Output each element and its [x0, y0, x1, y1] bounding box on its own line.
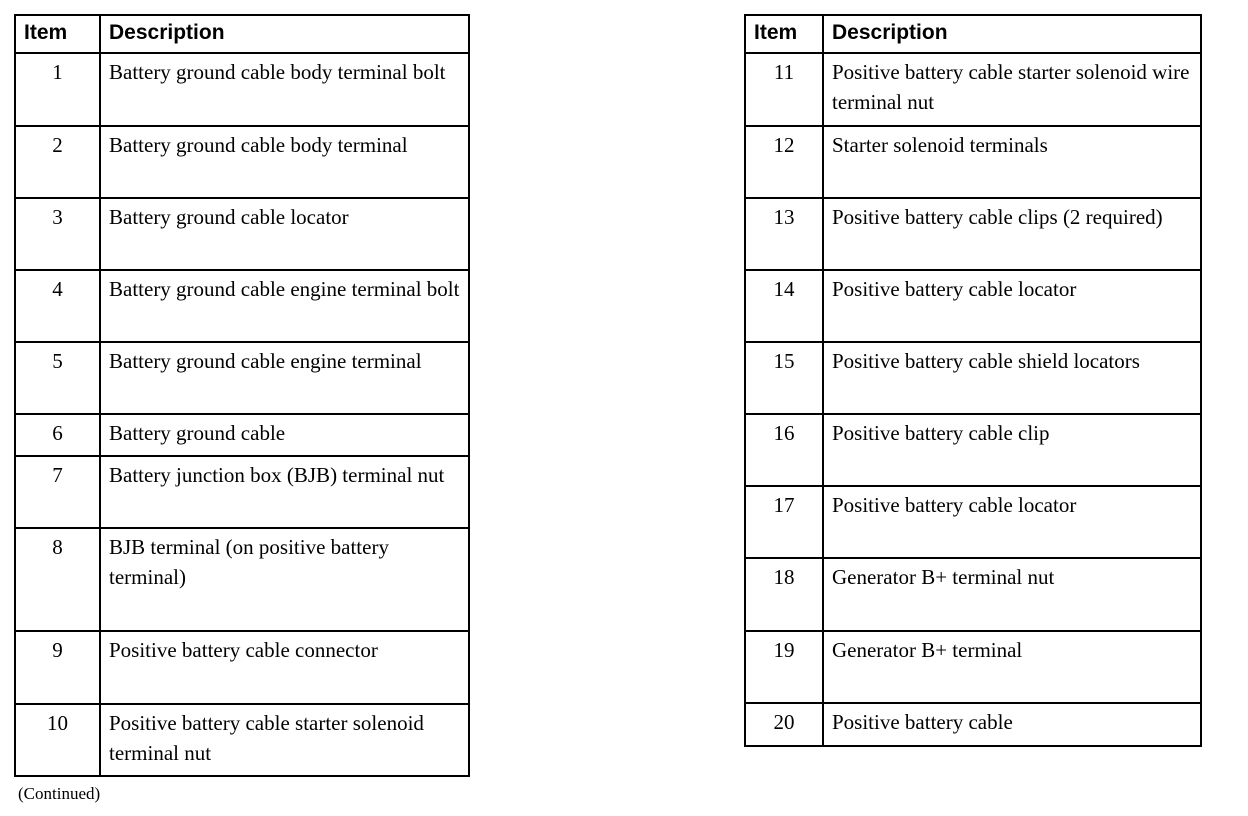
item-number: 11 [745, 53, 823, 126]
item-description: Positive battery cable locator [823, 486, 1201, 558]
table-row [745, 631, 1201, 703]
item-description: Generator B+ terminal nut [823, 558, 1201, 631]
parts-table-right [744, 14, 1202, 747]
table-row [15, 126, 469, 198]
item-number: 2 [15, 126, 100, 198]
table-row [745, 126, 1201, 198]
item-number: 10 [15, 704, 100, 776]
item-column-header: Item [15, 15, 100, 53]
item-description: Positive battery cable starter solenoid wire terminal nut [823, 53, 1201, 126]
item-number: 16 [745, 414, 823, 486]
item-number: 9 [15, 631, 100, 704]
table-row [745, 558, 1201, 631]
item-description: Positive battery cable clip [823, 414, 1201, 486]
item-description: Battery junction box (BJB) terminal nut [100, 456, 469, 528]
item-description: BJB terminal (on positive battery terminal) [100, 528, 469, 631]
item-number: 13 [745, 198, 823, 270]
item-number: 18 [745, 558, 823, 631]
item-description: Battery ground cable engine terminal [100, 342, 469, 414]
item-number: 3 [15, 198, 100, 270]
table-row [15, 414, 469, 456]
table-row [15, 456, 469, 528]
table-row [745, 198, 1201, 270]
item-description: Battery ground cable body terminal [100, 126, 469, 198]
table-row [15, 631, 469, 704]
table-row [15, 342, 469, 414]
item-description: Positive battery cable [823, 703, 1201, 746]
item-description: Positive battery cable starter solenoid terminal nut [100, 704, 469, 776]
item-description: Battery ground cable locator [100, 198, 469, 270]
table-row [15, 53, 469, 126]
item-description: Starter solenoid terminals [823, 126, 1201, 198]
item-number: 6 [15, 414, 100, 456]
table-row [15, 270, 469, 342]
item-number: 12 [745, 126, 823, 198]
item-number: 1 [15, 53, 100, 126]
parts-table-left [14, 14, 470, 777]
item-description: Positive battery cable connector [100, 631, 469, 704]
item-description: Positive battery cable clips (2 required) [823, 198, 1201, 270]
continued-note: (Continued) [18, 784, 101, 803]
table-row [745, 53, 1201, 126]
item-number: 19 [745, 631, 823, 703]
table-row [745, 414, 1201, 486]
description-column-header: Description [823, 15, 1201, 53]
table-row [745, 486, 1201, 558]
table-row [15, 528, 469, 631]
item-number: 7 [15, 456, 100, 528]
table-row [745, 342, 1201, 414]
item-number: 8 [15, 528, 100, 631]
item-number: 4 [15, 270, 100, 342]
table-row [745, 270, 1201, 342]
item-description: Battery ground cable body terminal bolt [100, 53, 469, 126]
table-row [15, 704, 469, 776]
table-row [745, 703, 1201, 746]
item-number: 14 [745, 270, 823, 342]
item-number: 17 [745, 486, 823, 558]
table-header-row [745, 15, 1201, 53]
item-number: 20 [745, 703, 823, 746]
item-description: Battery ground cable [100, 414, 469, 456]
table-row [15, 198, 469, 270]
item-description: Positive battery cable locator [823, 270, 1201, 342]
item-number: 15 [745, 342, 823, 414]
description-column-header: Description [100, 15, 469, 53]
table-header-row [15, 15, 469, 53]
item-number: 5 [15, 342, 100, 414]
item-description: Positive battery cable shield locators [823, 342, 1201, 414]
item-column-header: Item [745, 15, 823, 53]
item-description: Battery ground cable engine terminal bolt [100, 270, 469, 342]
item-description: Generator B+ terminal [823, 631, 1201, 703]
